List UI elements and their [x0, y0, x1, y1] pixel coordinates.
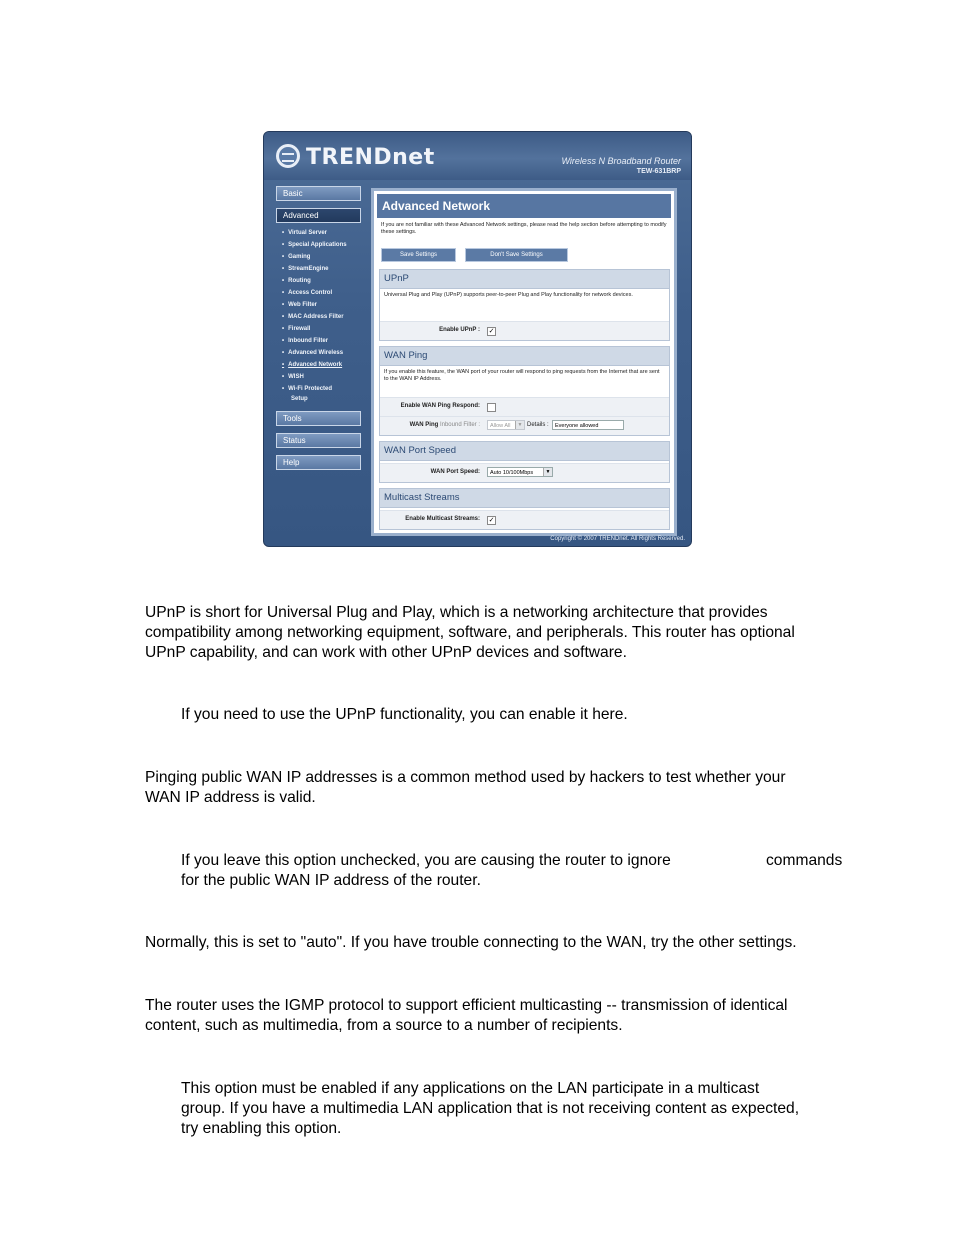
multicast-row — [380, 510, 669, 529]
details-input[interactable]: Everyone allowed — [552, 420, 624, 430]
wan-ping-filter-label-b: Inbound Filter : — [439, 422, 480, 428]
multicast-option-line-1: This option must be enabled if any applications on the LAN participate in a multicast — [181, 1080, 760, 1097]
ping-paragraph — [145, 768, 786, 808]
submenu-streamengine[interactable]: • StreamEngine — [282, 263, 364, 275]
wan-port-speed-value: Auto 10/100Mbps — [490, 470, 534, 476]
igmp-line-2: content, such as multimedia, from a source to a number of recipients. — [145, 1017, 623, 1034]
ping-option-line-2: for the public WAN IP address of the router. — [181, 872, 481, 889]
submenu-special-applications[interactable]: • Special Applications — [282, 239, 364, 251]
igmp-line-1: The router uses the IGMP protocol to support efficient multicasting -- transmission of identical — [145, 997, 788, 1014]
nav-help[interactable]: Help — [276, 455, 361, 470]
trendnet-logo-icon — [276, 144, 300, 168]
multicast-section — [379, 488, 670, 530]
router-footer — [264, 535, 692, 547]
wan-ping-respond-row — [380, 397, 669, 416]
product-name: Wireless N Broadband Router — [561, 156, 681, 166]
nav-basic[interactable]: Basic — [276, 186, 361, 201]
upnp-line-2: compatibility among networking equipment, software, and peripherals. This router has optional — [145, 624, 795, 641]
wan-ping-filter-row — [380, 416, 669, 435]
submenu-web-filter[interactable]: • Web Filter — [282, 299, 364, 311]
router-screenshot — [263, 131, 692, 547]
product-model: TEW-631BRP — [636, 168, 681, 175]
upnp-enable-checkbox[interactable]: ✓ — [488, 328, 495, 335]
wan-port-speed-section — [379, 441, 670, 483]
multicast-checkbox[interactable]: ✓ — [488, 517, 495, 524]
submenu-wps-line2: Setup — [291, 396, 308, 402]
nav-advanced[interactable]: Advanced — [276, 208, 361, 223]
submenu-advanced-network[interactable]: • Advanced Network — [282, 359, 364, 371]
upnp-line-1: UPnP is short for Universal Plug and Play, which is a networking architecture that provides — [145, 604, 768, 621]
upnp-section — [379, 269, 670, 341]
details-label: Details : — [527, 422, 549, 428]
ping-line-1: Pinging public WAN IP addresses is a common method used by hackers to test whether your — [145, 769, 786, 786]
submenu-gaming[interactable]: • Gaming — [282, 251, 364, 263]
wan-ping-section — [379, 346, 670, 436]
upnp-line-3: UPnP capability, and can work with other UPnP devices and software. — [145, 644, 627, 661]
copyright-text: Copyright © 2007 TRENDnet. All Rights Reserved. — [550, 536, 685, 542]
ping-option-line-1a: If you leave this option unchecked, you are causing the router to ignore — [181, 852, 671, 869]
wan-port-speed-title: WAN Port Speed — [380, 442, 669, 461]
page-title: Advanced Network — [377, 194, 671, 218]
wan-ping-filter-value: Allow All — [490, 423, 511, 429]
submenu-firewall[interactable]: • Firewall — [282, 323, 364, 335]
speed-paragraph — [145, 933, 797, 953]
brand-logo: TRENDnet — [306, 145, 435, 170]
igmp-paragraph — [145, 996, 788, 1036]
wan-ping-respond-checkbox[interactable] — [487, 403, 496, 412]
ping-option-line-1b: commands — [766, 852, 843, 869]
submenu-access-control[interactable]: • Access Control — [282, 287, 364, 299]
ping-option-line-1 — [181, 851, 861, 871]
wan-ping-filter-label-a: WAN Ping — [409, 422, 439, 428]
submenu-wish[interactable]: • WISH — [282, 371, 364, 383]
upnp-section-title: UPnP — [380, 270, 669, 289]
advanced-submenu — [282, 227, 364, 403]
intro-text: If you are not familiar with these Advanced Network settings, please read the help section before attempting to modify these settings. — [381, 222, 667, 235]
upnp-enable-row — [380, 321, 669, 340]
wan-port-speed-select[interactable] — [487, 467, 553, 477]
multicast-option-line-2: group. If you have a multimedia LAN application that is not receiving content as expected, — [181, 1100, 800, 1117]
wan-ping-description: If you enable this feature, the WAN port of your router will respond to ping requests from the Internet that are sent to the WAN IP Address. — [384, 369, 660, 382]
submenu-wps-line1: Wi-Fi Protected — [288, 386, 333, 392]
submenu-virtual-server[interactable]: • Virtual Server — [282, 227, 364, 239]
upnp-enable-line: If you need to use the UPnP functionality, you can enable it here. — [181, 706, 628, 723]
ping-line-2: WAN IP address is valid. — [145, 789, 316, 806]
router-header — [264, 132, 692, 180]
multicast-title: Multicast Streams — [380, 489, 669, 508]
submenu-wifi-protected-setup[interactable] — [282, 383, 364, 403]
upnp-description: Universal Plug and Play (UPnP) supports peer-to-peer Plug and Play functionality for network devices. — [384, 292, 633, 298]
wan-port-speed-label: WAN Port Speed: — [430, 469, 480, 475]
multicast-option-line-3: try enabling this option. — [181, 1120, 342, 1137]
submenu-routing[interactable]: • Routing — [282, 275, 364, 287]
dont-save-settings-button[interactable]: Don't Save Settings — [465, 248, 568, 262]
ping-option-paragraph — [181, 851, 861, 891]
upnp-enable-paragraph — [181, 705, 628, 725]
submenu-inbound-filter[interactable]: • Inbound Filter — [282, 335, 364, 347]
nav-status[interactable]: Status — [276, 433, 361, 448]
wan-port-speed-row — [380, 463, 669, 482]
wan-ping-filter-select[interactable] — [487, 420, 525, 430]
wan-ping-filter-label — [380, 422, 480, 428]
upnp-enable-label: Enable UPnP : — [439, 327, 480, 333]
speed-line: Normally, this is set to "auto". If you have trouble connecting to the WAN, try the other settings. — [145, 934, 797, 951]
nav-tools[interactable]: Tools — [276, 411, 361, 426]
chevron-down-icon: ▼ — [515, 421, 524, 429]
wan-ping-section-title: WAN Ping — [380, 347, 669, 366]
submenu-advanced-wireless[interactable]: • Advanced Wireless — [282, 347, 364, 359]
save-settings-button[interactable]: Save Settings — [381, 248, 456, 262]
multicast-option-paragraph — [181, 1079, 799, 1139]
submenu-mac-address-filter[interactable]: • MAC Address Filter — [282, 311, 364, 323]
content-panel — [371, 188, 677, 536]
upnp-paragraph — [145, 603, 795, 663]
wan-ping-respond-label: Enable WAN Ping Respond: — [400, 403, 480, 409]
chevron-down-icon: ▼ — [543, 468, 552, 476]
multicast-label: Enable Multicast Streams: — [405, 516, 480, 522]
